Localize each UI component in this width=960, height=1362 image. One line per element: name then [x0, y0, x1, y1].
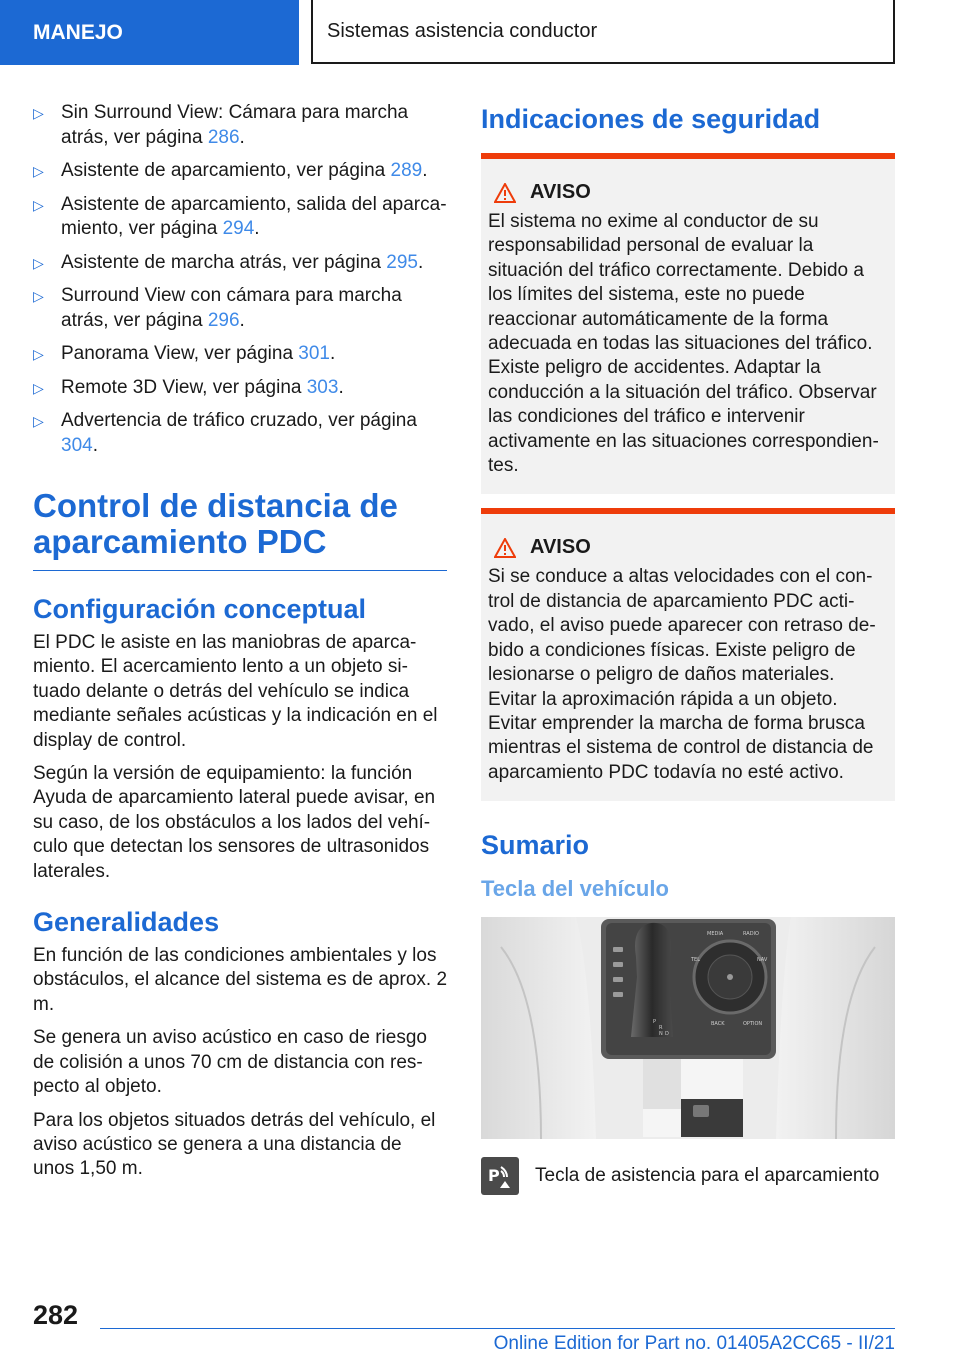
cross-reference-list — [33, 101, 447, 458]
legend-text: Tecla de asistencia para el aparcamiento — [535, 1165, 880, 1187]
warning-text: Si se conduce a altas velocidades con el control de distancia de aparcamiento PDC activado, el aviso puede aparecer con retraso debido a condiciones físicas. Existe peligro de lesionarse o peligro de daños materiales. Evitar la aproximación rápida a un objeto. Evitar emprender la marcha de forma brusca mientras el sistema de control de distancia de aparcamiento PDC todavía no esté activo. — [488, 566, 876, 783]
page-link[interactable]: 295 — [386, 251, 418, 273]
page-link[interactable]: 296 — [207, 309, 240, 331]
triangle-bullet-icon: ▷ — [33, 288, 44, 304]
general-heading: Generalidades — [33, 907, 220, 938]
triangle-bullet-icon: ▷ — [33, 413, 44, 429]
general-paragraph: Se genera un aviso acústico en caso de riesgo de colisión a unos 70 cm de distancia con respecto al objeto. — [33, 1027, 427, 1098]
concept-heading: Configuración conceptual — [33, 594, 367, 624]
center-console-photo — [481, 917, 895, 1139]
summary-heading: Sumario — [481, 830, 590, 861]
right-column — [481, 101, 895, 1195]
page-link[interactable]: 304 — [61, 434, 93, 456]
gear-d-label: D — [665, 1031, 669, 1038]
list-item: ▷ Surround View con cámara para marcha atrás, ver página 296. — [33, 285, 402, 331]
summary-subheading: Tecla del vehículo — [481, 876, 669, 902]
triangle-bullet-icon: ▷ — [33, 254, 44, 271]
concept-paragraph: El PDC le asiste en las maniobras de aparcamiento. El acercamiento lento a un objeto situado delante o detrás del vehículo se indica mediante señales acústicas y la indicación en el display de control. — [33, 632, 438, 751]
warning-triangle-icon — [494, 538, 516, 558]
section-tab — [0, 0, 299, 65]
edition-footer: Online Edition for Part no. 01405A2CC65 - II/21 — [493, 1333, 895, 1354]
page-link[interactable]: 294 — [222, 218, 255, 239]
general-paragraph: En función de las condiciones ambientales y los obstáculos, el alcance del sistema es de aprox. 2 m. — [33, 945, 448, 1015]
parking-assist-icon — [481, 1157, 519, 1195]
triangle-bullet-icon: ▷ — [33, 379, 44, 396]
page-link[interactable]: 289 — [390, 160, 423, 181]
list-item: ▷ Panorama View, ver página 301. — [33, 342, 447, 367]
back-label: BACK — [711, 1021, 725, 1028]
page-link[interactable]: 303 — [306, 376, 339, 398]
main-heading: Control de distancia de aparcamiento PDC — [33, 488, 447, 571]
warning-box — [481, 153, 895, 494]
nav-label: NAV — [757, 957, 768, 964]
list-item: ▷ Advertencia de tráfico cruzado, ver página 304. — [33, 410, 417, 456]
warning-triangle-icon — [494, 183, 516, 203]
chapter-header — [311, 0, 895, 64]
warning-title: AVISO — [530, 181, 591, 203]
section-label: MANEJO — [33, 20, 123, 44]
list-item: ▷ Asistente de aparcamiento, salida del aparcamiento, ver página 294. — [33, 193, 447, 239]
chapter-title: Sistemas asistencia conductor — [327, 19, 598, 42]
triangle-bullet-icon: ▷ — [33, 163, 44, 179]
gear-p-label: P — [653, 1019, 657, 1026]
list-item: ▷ Sin Surround View: Cámara para marcha atrás, ver página 286. — [33, 102, 409, 148]
general-paragraph: Para los objetos situados detrás del vehículo, el aviso acústico se genera a una distancia de unos 1,50 m. — [33, 1109, 436, 1180]
radio-label: RADIO — [743, 931, 759, 938]
option-label: OPTION — [743, 1021, 763, 1028]
triangle-bullet-icon: ▷ — [33, 346, 44, 362]
page-link[interactable]: 301 — [298, 343, 330, 364]
gear-n-label: N — [659, 1031, 663, 1038]
list-item: ▷ Asistente de marcha atrás, ver página 295. — [33, 251, 447, 276]
svg-text:P: P — [488, 1166, 500, 1186]
center-console-illustration — [481, 917, 895, 1139]
media-label: MEDIA — [707, 931, 724, 938]
concept-paragraph: Según la versión de equipamiento: la función Ayuda de aparcamiento lateral puede avisar, en su caso, de los obstáculos a los lados del vehículo que detectan los sensores de ultrasonidos laterales. — [33, 763, 436, 882]
list-item: ▷ Remote 3D View, ver página 303. — [33, 376, 447, 401]
triangle-bullet-icon: ▷ — [33, 196, 44, 213]
warning-text: El sistema no exime al conductor de su responsabilidad personal de evaluar la situación del tráfico correctamente. Debido a los límites del sistema, este no puede reaccionar automáticamente de la forma adecuada en todas las situaciones del tráfico. Existe peligro de accidentes. Adaptar la conducción a la situación del tráfico. Observar las condiciones del tráfico e intervenir activamente en las situaciones correspondientes. — [488, 211, 879, 477]
list-item: ▷ Asistente de aparcamiento, ver página 289. — [33, 159, 447, 184]
page-link[interactable]: 286 — [207, 126, 240, 148]
tel-label: TEL — [691, 957, 700, 964]
gear-r-label: R — [659, 1025, 663, 1032]
warning-title: AVISO — [530, 536, 591, 559]
page-number: 282 — [33, 1300, 79, 1330]
legend-row — [481, 1157, 895, 1195]
safety-heading: Indicaciones de seguridad — [481, 104, 821, 134]
warning-box — [481, 508, 895, 801]
footer-divider — [100, 1328, 895, 1329]
left-column — [33, 101, 447, 1191]
triangle-bullet-icon: ▷ — [33, 105, 44, 121]
